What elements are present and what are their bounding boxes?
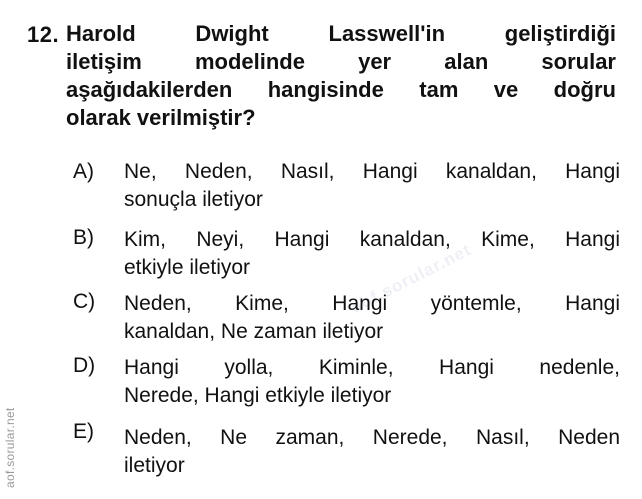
option-text: Ne, Neden, Nasıl, Hangi kanaldan, Hangi (124, 160, 620, 183)
option-letter: C) (73, 290, 96, 313)
option-letter: E) (73, 420, 94, 443)
option-text: Neden, Ne zaman, Nerede, Nasıl, Neden (124, 426, 620, 449)
option-text: Hangi yolla, Kiminle, Hangi nedenle, (124, 356, 620, 379)
option-text: etkiyle iletiyor (124, 256, 251, 279)
question-line: Harold Dwight Lasswell'in geliştirdiği (66, 21, 616, 46)
option-text: Kim, Neyi, Hangi kanaldan, Kime, Hangi (124, 228, 620, 251)
question-line: olarak verilmiştir? (66, 105, 256, 130)
option-text: Nerede, Hangi etkiyle iletiyor (124, 384, 392, 407)
option-letter: A) (73, 160, 94, 183)
wm-diagonal: aof.sorular.net (348, 240, 475, 317)
option-text: kanaldan, Ne zaman iletiyor (124, 320, 384, 343)
option-letter: B) (73, 226, 94, 249)
watermark-side: aof.sorular.net (3, 407, 17, 488)
option-letter: D) (73, 354, 96, 377)
option-text: sonuçla iletiyor (124, 188, 263, 211)
question-line: aşağıdakilerden hangisinde tam ve doğru (66, 77, 616, 102)
question-line: iletişim modelinde yer alan sorular (66, 49, 616, 74)
option-text: Neden, Kime, Hangi yöntemle, Hangi (124, 292, 620, 315)
question-number: 12. (27, 22, 60, 47)
option-text: iletiyor (124, 454, 185, 477)
